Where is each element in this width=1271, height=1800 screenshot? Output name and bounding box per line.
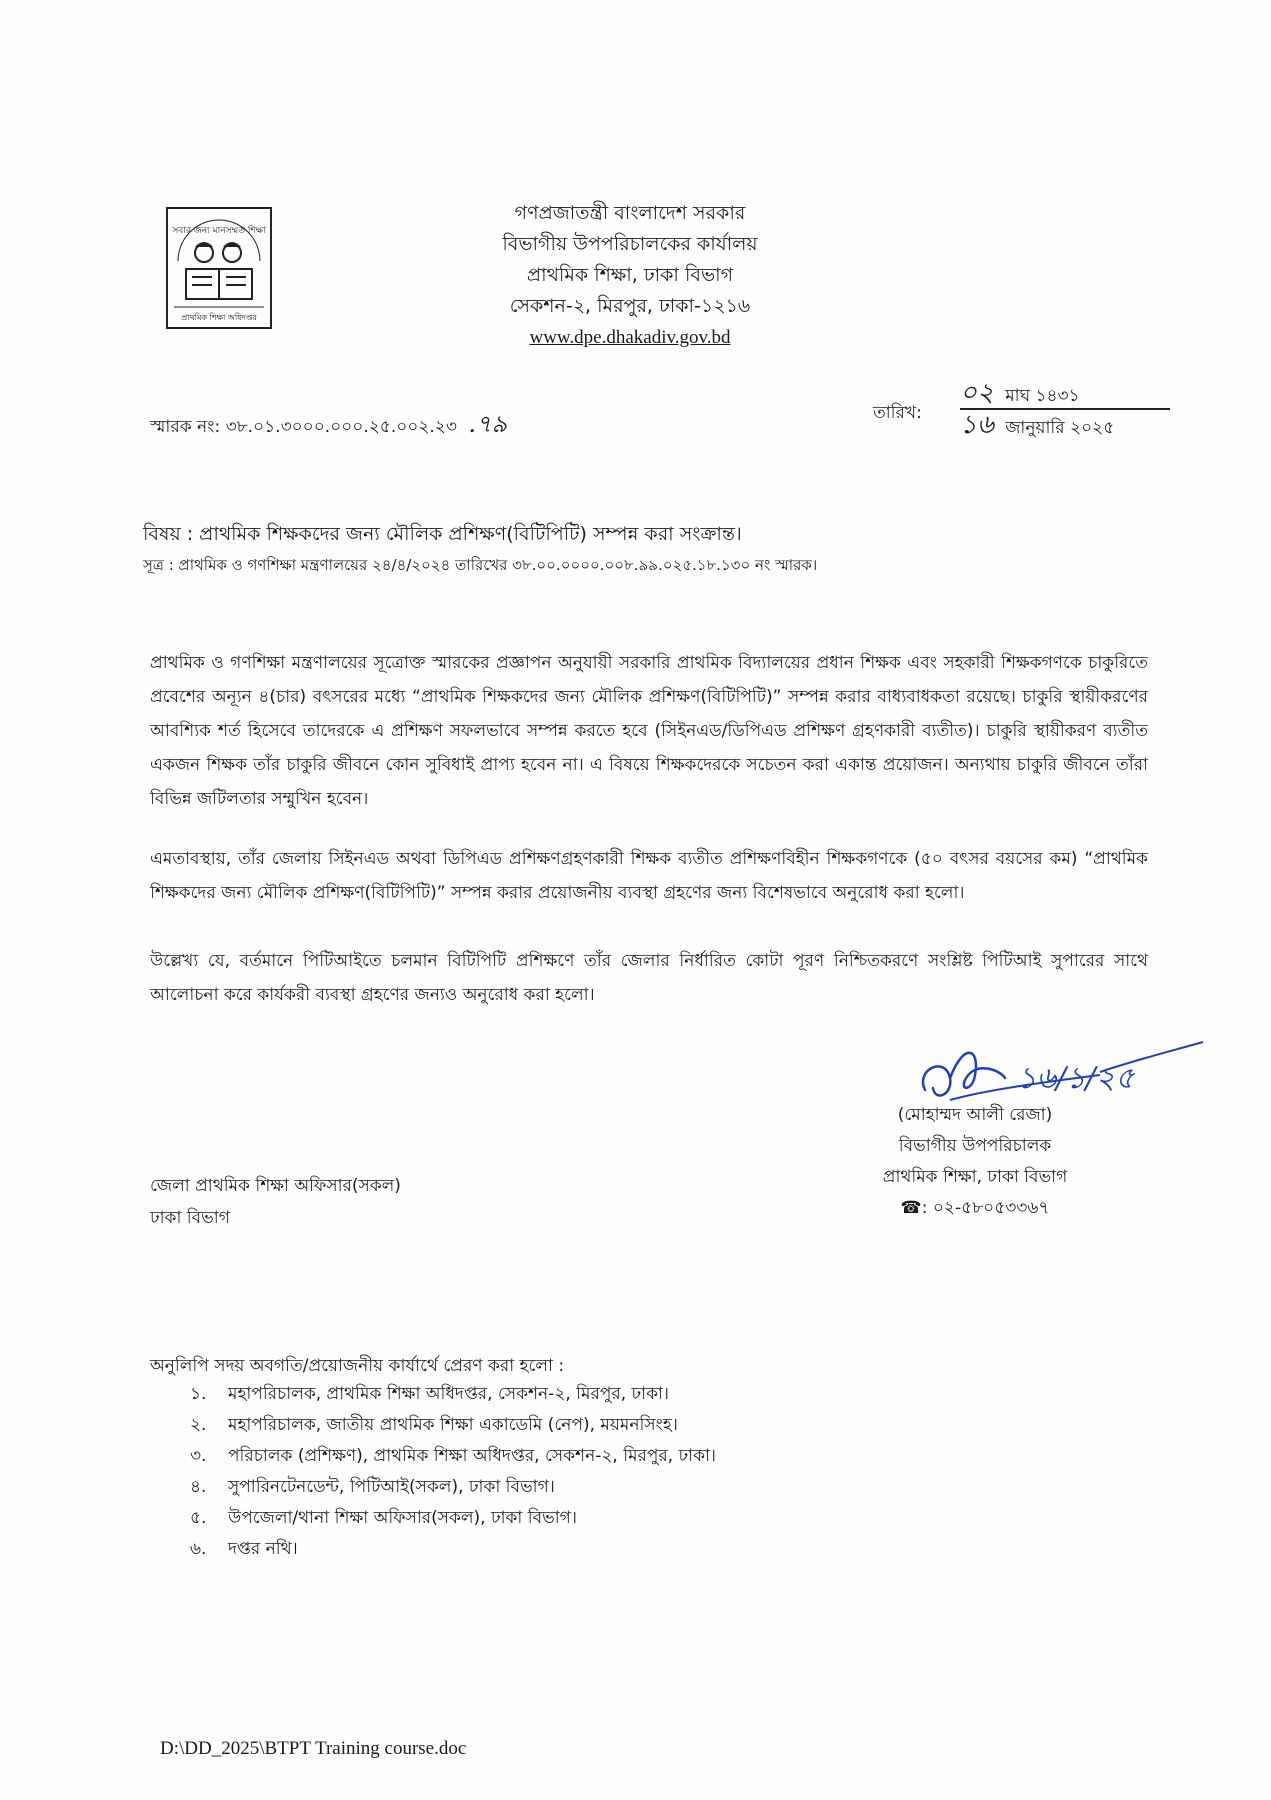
list-item-number: ৩. xyxy=(190,1446,207,1466)
list-item-text: মহাপরিচালক, জাতীয় প্রাথমিক শিক্ষা একাডেমি (নেপ), ময়মনসিংহ। xyxy=(228,1415,678,1435)
reference-line: সূত্র : প্রাথমিক ও গণশিক্ষা মন্ত্রণালয়ের ২৪/৪/২০২৪ তারিখের ৩৮.০০.০০০০.০০৮.৯৯.০২৫.১৮.১৩০ নং স্মারক। xyxy=(143,556,818,574)
english-month-year: জানুয়ারি ২০২৫ xyxy=(1005,418,1115,438)
office-name: বিভাগীয় উপপরিচালকের কার্যালয় xyxy=(502,233,758,255)
list-item-number: ৫. xyxy=(190,1508,207,1528)
recipient-line-1: জেলা প্রাথমিক শিক্ষা অফিসার(সকল) xyxy=(150,1176,401,1196)
list-item-text: মহাপরিচালক, প্রাথমিক শিক্ষা অধিদপ্তর, সেকশন-২, মিরপুর, ঢাকা। xyxy=(228,1384,669,1404)
dpe-logo xyxy=(166,207,272,329)
copy-list xyxy=(190,1379,716,1565)
memo-label: স্মারক নং: xyxy=(150,417,221,437)
list-item xyxy=(190,1410,716,1441)
logo-caption: প্রাথমিক শিক্ষা অধিদপ্তর xyxy=(181,313,257,322)
list-item-number: ১. xyxy=(190,1384,207,1404)
list-item-text: উপজেলা/থানা শিক্ষা অফিসার(সকল), ঢাকা বিভাগ। xyxy=(228,1508,577,1528)
children-reading-logo-icon xyxy=(168,209,270,327)
list-item-text: সুপারিনটেনডেন্ট, পিটিআই(সকল), ঢাকা বিভাগ। xyxy=(228,1477,555,1497)
division-name: প্রাথমিক শিক্ষা, ঢাকা বিভাগ xyxy=(526,264,734,286)
date-label: তারিখ: xyxy=(873,403,922,423)
memo-value: ৩৮.০১.৩০০০.০০০.২৫.০০২.২৩ xyxy=(225,417,457,437)
list-item-text: দপ্তর নথি। xyxy=(228,1539,298,1559)
signatory-designation: বিভাগীয় উপপরিচালক xyxy=(898,1136,1052,1156)
signatory-block xyxy=(850,1100,1100,1224)
bangla-day-handwritten: ০২ xyxy=(960,378,994,408)
list-item xyxy=(190,1472,716,1503)
body-paragraph-2: এমতাবস্থায়, তাঁর জেলায় সিইনএড অথবা ডিপিএড প্রশিক্ষণগ্রহণকারী শিক্ষক ব্যতীত প্রশিক্ষণবিহীন শিক্ষকগণকে (৫০ বৎসর বয়সের কম) “প্রাথমিক শিক্ষকদের জন্য মৌলিক প্রশিক্ষণ(বিটিপিটি)” সম্পন্ন করার প্রয়োজনীয় ব্যবস্থা গ্রহণের জন্য বিশেষভাবে অনুরোধ করা হলো। xyxy=(150,849,1148,903)
file-path-footer: D:\DD_2025\BTPT Training course.doc xyxy=(160,1738,467,1759)
copy-intro: অনুলিপি সদয় অবগতি/প্রয়োজনীয় কার্যার্থে প্রেরণ করা হলো : xyxy=(150,1356,565,1376)
signatory-office: প্রাথমিক শিক্ষা, ঢাকা বিভাগ xyxy=(882,1167,1068,1187)
list-item-text: পরিচালক (প্রশিক্ষণ), প্রাথমিক শিক্ষা অধিদপ্তর, সেকশন-২, মিরপুর, ঢাকা। xyxy=(228,1446,717,1466)
website-link[interactable]: www.dpe.dhakadiv.gov.bd xyxy=(529,327,731,348)
signatory-phone: : ০২-৫৮০৫৩৩৬৭ xyxy=(921,1198,1050,1218)
memo-number xyxy=(150,406,507,446)
bangla-month-year: মাঘ ১৪৩১ xyxy=(1005,386,1080,406)
bangla-date xyxy=(960,378,1170,408)
english-date xyxy=(960,410,1170,440)
list-item xyxy=(190,1503,716,1534)
government-name: গণপ্রজাতন্ত্রী বাংলাদেশ সরকার xyxy=(514,202,746,224)
list-item xyxy=(190,1534,716,1565)
signature-date-handwritten: ১৬/১/২৫ xyxy=(1017,1061,1135,1096)
subject-line: বিষয় : প্রাথমিক শিক্ষকদের জন্য মৌলিক প্রশিক্ষণ(বিটিপিটি) সম্পন্ন করা সংক্রান্ত। xyxy=(143,523,742,545)
recipient-line-2: ঢাকা বিভাগ xyxy=(150,1208,230,1228)
list-item-number: ৬. xyxy=(190,1539,207,1559)
english-day-handwritten: ১৬ xyxy=(960,410,994,440)
list-item-number: ৪. xyxy=(190,1477,207,1497)
signatory-name: (মোহাম্মদ আলী রেজা) xyxy=(897,1105,1053,1125)
office-header xyxy=(460,198,800,353)
logo-arc-text: সবার জন্য মানসম্মত শিক্ষা xyxy=(172,226,266,236)
body-paragraph-3: উল্লেখ্য যে, বর্তমানে পিটিআইতে চলমান বিটিপিটি প্রশিক্ষণে তাঁর জেলার নির্ধারিত কোটা পূরণ নিশ্চিতকরণে সংশ্লিষ্ট পিটিআই সুপারের সাথে আলোচনা করে কার্যকরী ব্যবস্থা গ্রহণের জন্যও অনুরোধ করা হলো। xyxy=(150,951,1148,1005)
telephone-icon: ☎ xyxy=(900,1198,922,1218)
memo-handwritten-suffix: .৭৯ xyxy=(468,410,508,438)
recipient-block xyxy=(150,1170,401,1234)
list-item xyxy=(190,1441,716,1472)
list-item xyxy=(190,1379,716,1410)
list-item-number: ২. xyxy=(190,1415,207,1435)
date-block xyxy=(960,378,1170,440)
office-address: সেকশন-২, মিরপুর, ঢাকা-১২১৬ xyxy=(509,295,751,317)
body-paragraph-1: প্রাথমিক ও গণশিক্ষা মন্ত্রণালয়ের সূত্রোক্ত স্মারকের প্রজ্ঞাপন অনুযায়ী সরকারি প্রাথমিক বিদ্যালয়ের প্রধান শিক্ষক এবং সহকারী শিক্ষকগণকে চাকুরিতে প্রবেশের অন্যূন ৪(চার) বৎসরের মধ্যে “প্রাথমিক শিক্ষকদের জন্য মৌলিক প্রশিক্ষণ(বিটিপিটি)” সম্পন্ন করার বাধ্যবাধকতা রয়েছে। চাকুরি স্থায়ীকরণের আবশ্যিক শর্ত হিসেবে তাদেরকে এ প্রশিক্ষণ সফলভাবে সম্পন্ন করতে হবে (সিইনএড/ডিপিএড প্রশিক্ষণ গ্রহণকারী ব্যতীত)। চাকুরি স্থায়ীকরণ ব্যতীত একজন শিক্ষক তাঁর চাকুরি জীবনে কোন সুবিধাই প্রাপ্য হবেন না। এ বিষয়ে শিক্ষকদেরকে সচেতন করা একান্ত প্রয়োজন। অন্যথায় চাকুরি জীবনে তাঁরা বিভিন্ন জটিলতার সম্মুখিন হবেন। xyxy=(150,653,1148,809)
signatory-phone-row xyxy=(850,1193,1100,1224)
